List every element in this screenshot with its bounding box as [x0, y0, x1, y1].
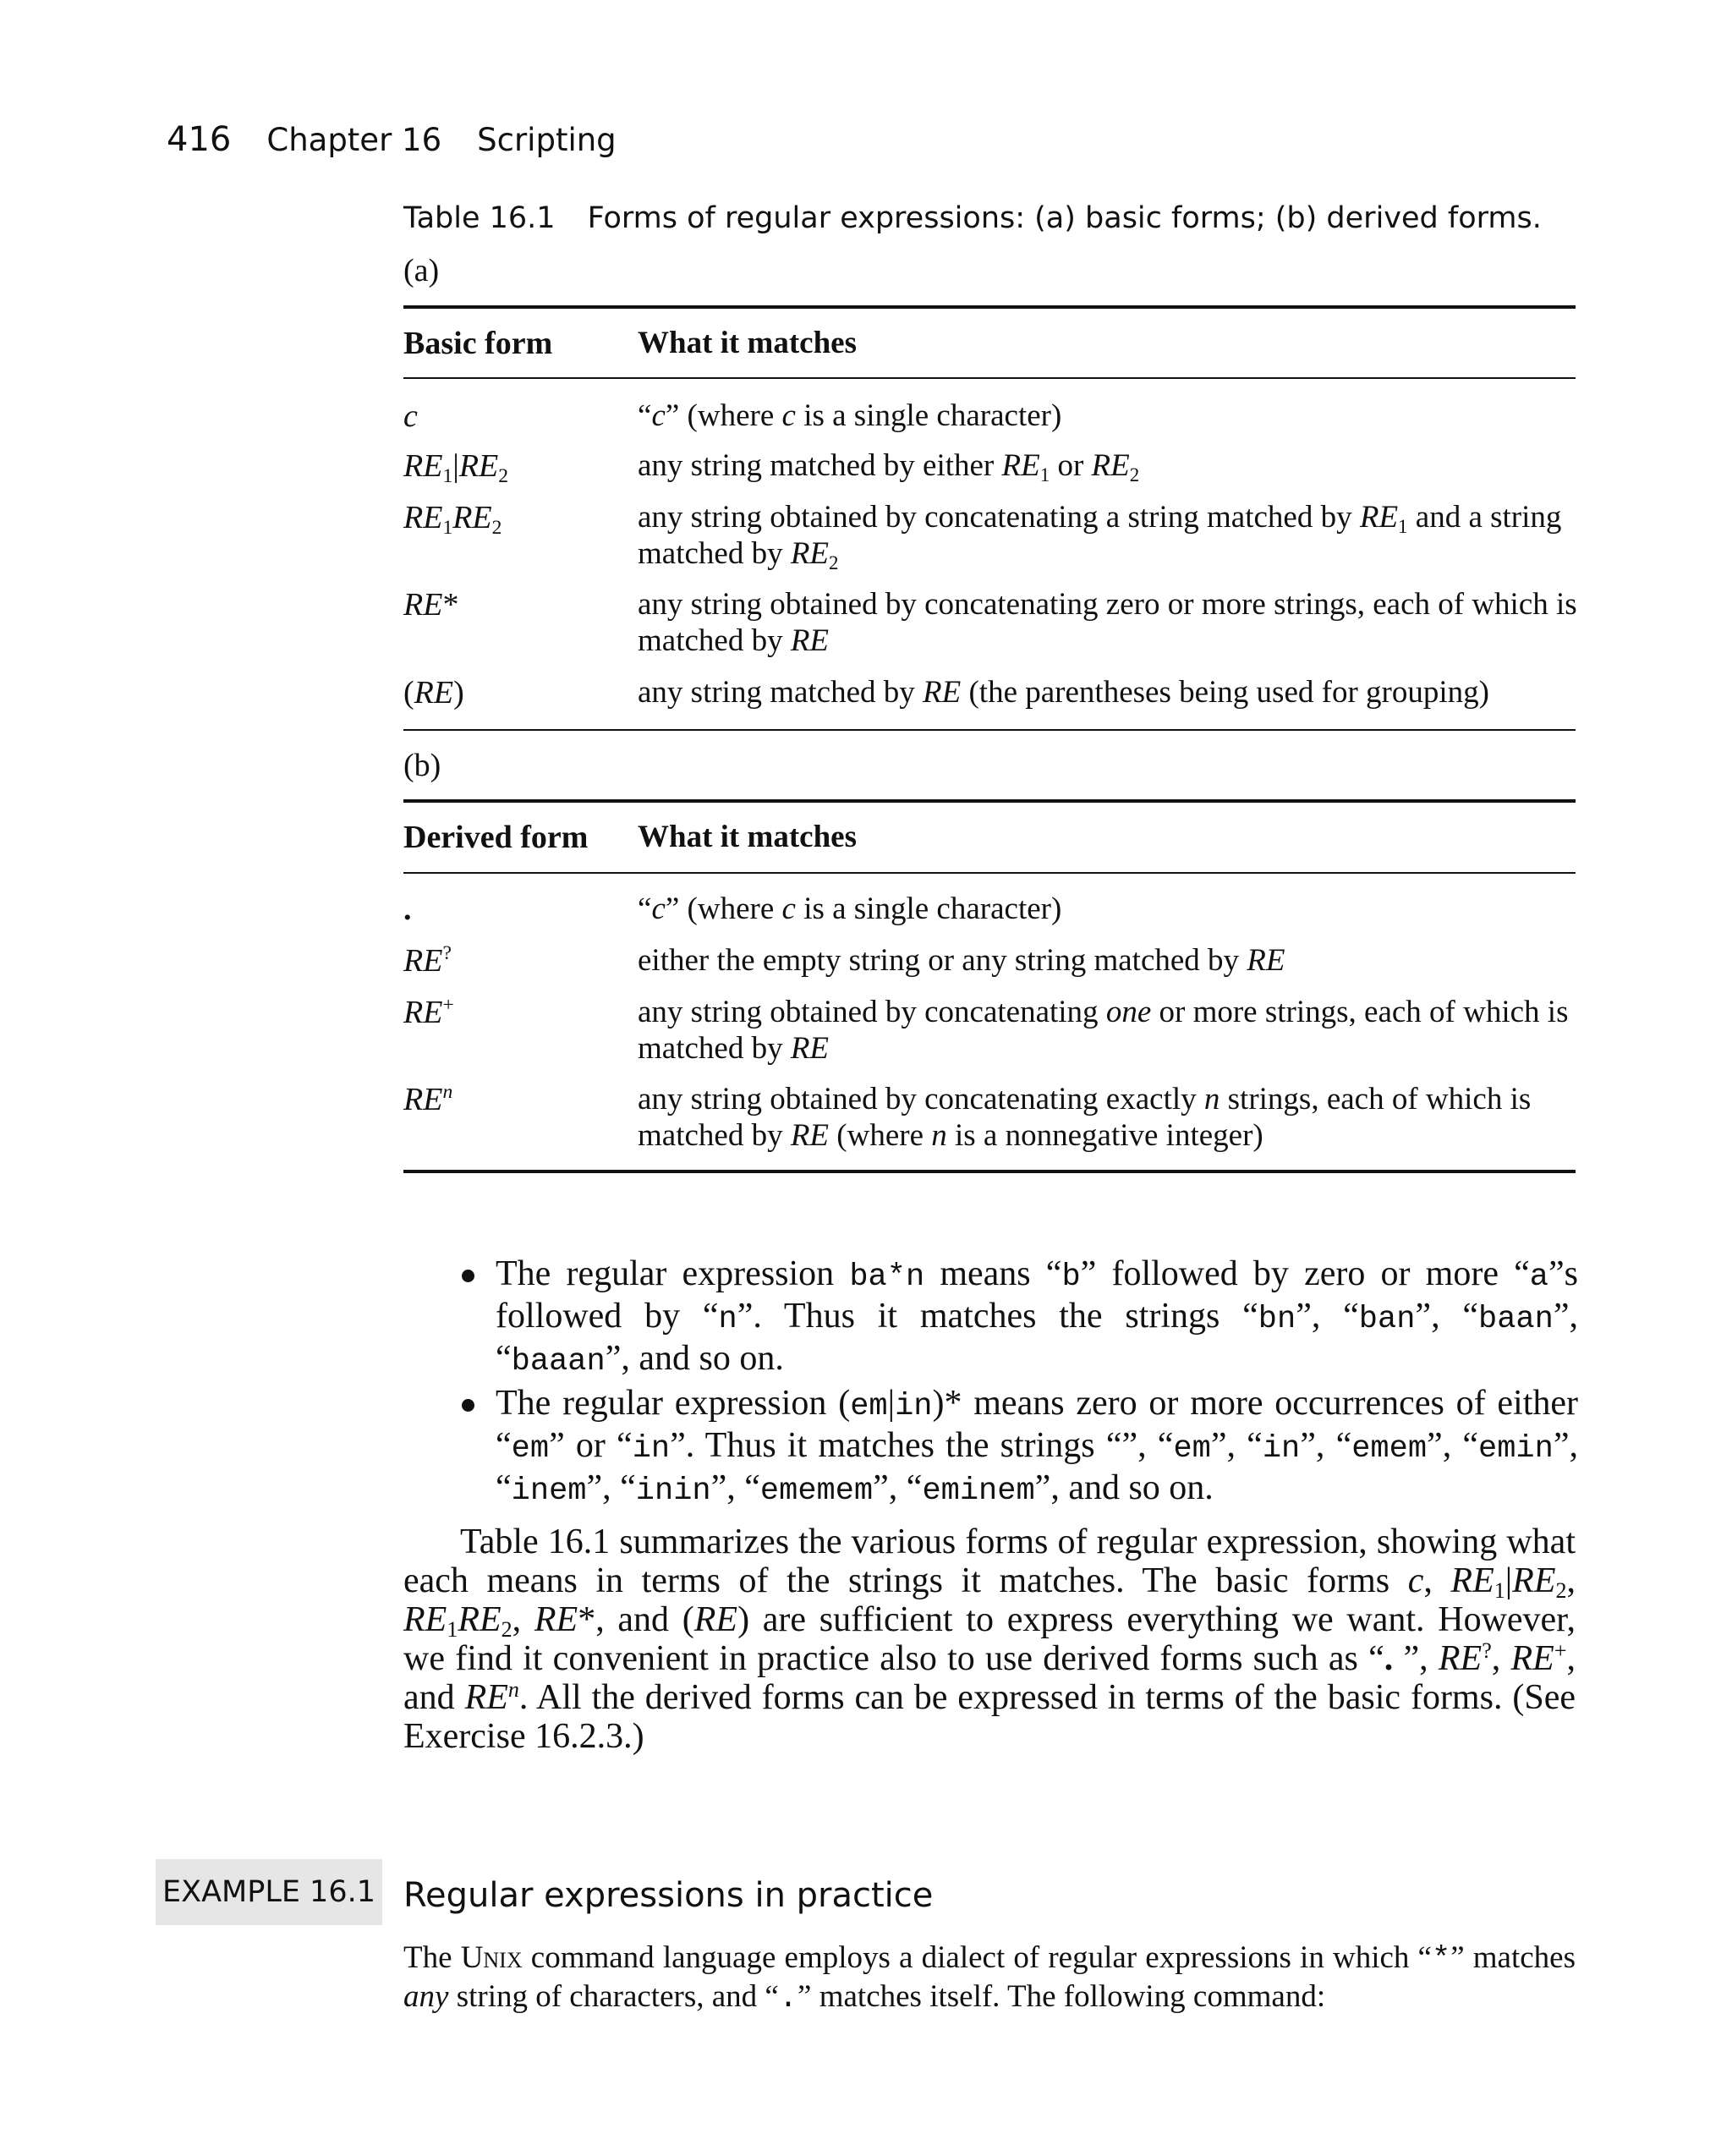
table-a-matches-c: “c” (where c is a single character) [638, 398, 1062, 433]
bullet-item [462, 1254, 1578, 1381]
running-head [167, 120, 617, 159]
table-b-matches-plus: any string obtained by concatenating one or more strings, each of which is matched by RE [638, 995, 1569, 1066]
section-label: Scripting [477, 122, 617, 158]
table-a-form-c: c [403, 398, 418, 434]
table-a-form-alternation: $RE_1|RE_2$ [403, 448, 509, 487]
chapter-label: Chapter 16 [266, 122, 442, 158]
table-b-header-matches: What it matches [638, 820, 857, 854]
caption-label: Table 16.1 [403, 201, 556, 235]
table-b-bottom-rule [403, 1170, 1576, 1173]
table-b-form-power: $RE^n$ [403, 1081, 453, 1117]
bullet-dot [462, 1270, 474, 1282]
table-a-matches-concatenation: any string obtained by concatenating a string matched by $RE_1$ and a string matched by $RE_2$ [638, 500, 1562, 573]
summary-paragraph: Table 16.1 summarizes the various forms of regular expression, showing what each means in terms of the strings it matches. The basic forms c, $RE_1|RE_2$, $RE_1RE_2$, RE*, and (RE) are sufficient to express everything we want. However, we find it convenient in practice also to use derived forms such as “. ”, RE?, RE+, and $RE^n$. All the derived forms can be expressed in terms of the basic forms. (See Exercise 16.2.3.) [403, 1522, 1576, 1756]
table-b-header-form: Derived form [403, 820, 589, 855]
bullet-text: The regular expression (em|in)* means zero or more occurrences of either “em” or “in”. Thus it matches the strings “”, “em”, “in”, “emem”, “emin”, “inem”, “inin”, “ememem”, “eminem”, and so on. [496, 1384, 1578, 1509]
table-caption [403, 201, 1542, 235]
bullet-dot [462, 1399, 474, 1412]
table-b-form-plus: RE+ [403, 994, 454, 1030]
table-b-header-rule [403, 872, 1576, 874]
table-b-matches-optional: either the empty string or any string matched by RE [638, 943, 1285, 978]
caption-text: Forms of regular expressions: (a) basic forms; (b) derived forms. [587, 201, 1542, 235]
table-a-form-group: (RE) [403, 675, 464, 710]
table-a-top-rule [403, 305, 1576, 309]
table-b-form-optional: RE? [403, 942, 452, 979]
table-a-matches-alternation: any string matched by either $RE_1$ or $RE_2$ [638, 448, 1140, 486]
table-a-form-star: RE* [403, 587, 459, 623]
bullet-item [462, 1384, 1578, 1511]
table-a-matches-star: any string obtained by concatenating zero or more strings, each of which is matched by RE [638, 587, 1577, 658]
table-a-matches-group: any string matched by RE (the parentheses being used for grouping) [638, 675, 1489, 710]
table-a-label: (a) [403, 253, 440, 288]
table-a-header-form: Basic form [403, 326, 553, 361]
example-label: EXAMPLE 16.1 [156, 1859, 382, 1925]
example-body: The Unix command language employs a dialect of regular expressions in which “*” matches any string of characters, and “.” matches itself. The following command: [403, 1940, 1576, 2016]
table-b-top-rule [403, 799, 1576, 803]
table-b-matches-power: any string obtained by concatenating exactly n strings, each of which is matched by RE (where n is a nonnegative integer) [638, 1082, 1532, 1153]
bullet-text: The regular expression ba*n means “b” followed by zero or more “a”s followed by “n”. Thus it matches the strings “bn”, “ban”, “baan”, “baaan”, and so on. [496, 1254, 1578, 1380]
example-title: Regular expressions in practice [403, 1876, 934, 1915]
table-b-form-dot: . [403, 891, 412, 927]
table-b-label: (b) [403, 748, 441, 783]
page-number: 416 [167, 120, 232, 159]
table-b-matches-dot: “c” (where c is a single character) [638, 891, 1062, 926]
table-a-header-rule [403, 377, 1576, 379]
table-a-header-matches: What it matches [638, 326, 857, 360]
table-a-form-concatenation: $RE_1RE_2$ [403, 500, 502, 539]
table-a-bottom-rule [403, 729, 1576, 731]
